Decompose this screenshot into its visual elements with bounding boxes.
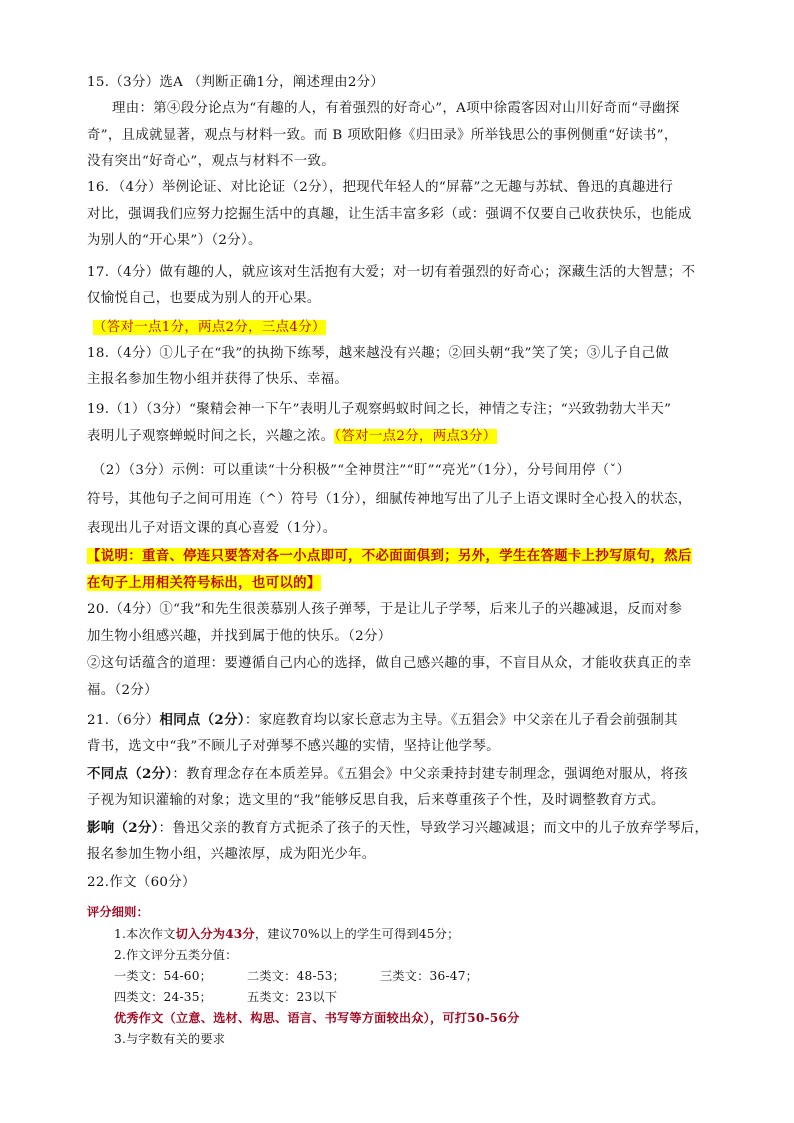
q17-scoring-note: （答对一点1分，两点2分，三点4分） xyxy=(93,320,326,335)
scoring-rules-heading: 评分细则： xyxy=(87,905,149,919)
rule-1-text-a: 1.本次作文 xyxy=(114,927,176,941)
grade-4: 四类文：24-35； xyxy=(114,990,213,1004)
q19-explanation-line-1: 【说明：重音、停连只要答对各一小点即可，不必面面俱到；另外，学生在答题卡上抄写原句，然后 xyxy=(87,548,692,564)
q21-impact-row xyxy=(87,818,708,839)
q19-1-line-1: 19.（1）（3分）“聚精会神一下午”表明儿子观察蚂蚁时间之长，神情之专注；“兴致勃勃大半天” xyxy=(87,402,672,417)
q21-difference-label: 不同点（2分） xyxy=(87,766,173,782)
q15-reason-line-2: 奇”，且成就显著，观点与材料一致。而 B 项欧阳修《归田录》所举钱思公的事例侧重“好读书”， xyxy=(87,128,678,143)
grade-row-1 xyxy=(114,966,478,986)
grade-2: 二类文：48-53； xyxy=(247,969,346,983)
rule-1-entry-score: 切入分为43分 xyxy=(175,927,255,941)
q16-line-2: 对比，强调我们应努力挖掘生活中的真趣，让生活丰富多彩（或：强调不仅要自己收获快乐，也能成 xyxy=(87,207,692,222)
q21-difference-text: ：教育理念存在本质差异。《五猖会》中父亲秉持封建专制理念，强调绝对服从，将孩 xyxy=(172,767,688,782)
q19-1-scoring-note: （答对一点2分，两点3分） xyxy=(334,429,497,444)
grade-row-2 xyxy=(114,987,337,1007)
q19-1-line-2: 表明儿子观察蝉蜕时间之长，兴趣之浓。 xyxy=(87,429,335,444)
q19-2-line-3: 表现出儿子对语文课的真心喜爱（1分）。 xyxy=(87,521,337,536)
q21-similarity-text: ：家庭教育均以家长意志为主导。《五猖会》中父亲在儿子看会前强制其 xyxy=(244,713,678,728)
q17-scoring-note-row xyxy=(93,318,326,338)
q18-line-1: 18.（4分）①儿子在“我”的执拗下练琴，越来越没有兴趣；②回头朝“我”笑了笑；③儿子自己做 xyxy=(87,346,670,361)
q20-line-4: 福。（2分） xyxy=(87,683,158,698)
q21-difference-line-2: 子视为知识灌输的对象；选文里的“我”能够反思自我，后来尊重孩子个性，及时调整教育方式。 xyxy=(87,793,665,808)
q21-similarity-label: 相同点（2分） xyxy=(159,712,245,728)
rule-1-row xyxy=(114,924,460,944)
rule-2: 2.作文评分五类分值： xyxy=(114,948,238,962)
q20-line-1: 20.（4分）①“我”和先生很羡慕别人孩子弹琴，于是让儿子学琴，后来儿子的兴趣减退，反而对参 xyxy=(87,602,683,617)
q16-line-3: 为别人的“开心果”）（2分）。 xyxy=(87,233,262,248)
grade-3: 三类文：36-47； xyxy=(380,969,479,983)
q19-explanation-row-1 xyxy=(87,546,692,567)
q19-2-line-1: （2）（3分）示例：可以重读“十分积极”“全神贯注”“盯”“亮光”（1分），分号间用停（ˇ） xyxy=(92,463,631,478)
grade-5: 五类文：23以下 xyxy=(247,990,338,1004)
q19-2-line-2: 符号，其他句子之间可用连（^）符号（1分），细腻传神地写出了儿子上语文课时全心投入的状态， xyxy=(87,492,692,507)
q17-line-1: 17.（4分）做有趣的人，就应该对生活抱有大爱；对一切有着强烈的好奇心；深藏生活的大智慧；不 xyxy=(87,265,696,280)
q21-impact-label: 影响（2分） xyxy=(87,820,159,836)
q21-difference-row xyxy=(87,764,688,785)
q21-similarity-line-2: 背书，选文中“我”不顾儿子对弹琴不感兴趣的实情，坚持让他学琴。 xyxy=(87,739,500,754)
q19-explanation-line-2: 在句子上用相关符号标出，也可以的】 xyxy=(87,575,321,591)
excellent-essay-note: 优秀作文（立意、选材、构思、语言、书写等方面较出众），可打50-56分 xyxy=(114,1011,520,1025)
rule-1-text-c: ，建议70%以上的学生可得到45分； xyxy=(254,927,460,941)
rule-3: 3.与字数有关的要求 xyxy=(114,1032,226,1046)
q15-answer: 15.（3分）选A （判断正确1分，阐述理由2分） xyxy=(87,75,385,90)
q19-1-line-2-row xyxy=(87,427,497,447)
q18-line-2: 主报名参加生物小组并获得了快乐、幸福。 xyxy=(87,372,349,387)
q17-line-2: 仅愉悦自己，也要成为别人的开心果。 xyxy=(87,291,321,306)
q15-reason-line-3: 没有突出“好奇心”，观点与材料不一致。 xyxy=(87,154,335,169)
q21-similarity-row xyxy=(87,710,678,731)
q21-number: 21.（6分） xyxy=(87,713,160,728)
q20-line-3: ②这句话蕴含的道理：要遵循自己内心的选择，做自己感兴趣的事，不盲目从众，才能收获真正的幸 xyxy=(87,656,692,671)
grade-1: 一类文：54-60； xyxy=(114,969,213,983)
q19-explanation-row-2 xyxy=(87,573,321,594)
q20-line-2: 加生物小组感兴趣，并找到属于他的快乐。（2分） xyxy=(87,629,392,644)
q22-title: 22.作文（60分） xyxy=(87,875,196,890)
q15-reason-line-1: 理由：第④段分论点为“有趣的人，有着强烈的好奇心”，A项中徐霞客因对山川好奇而“寻幽探 xyxy=(112,101,680,116)
q21-impact-text: ：鲁迅父亲的教育方式扼杀了孩子的天性，导致学习兴趣减退；而文中的儿子放弃学琴后， xyxy=(158,821,709,836)
q21-impact-line-2: 报名参加生物小组，兴趣浓厚，成为阳光少年。 xyxy=(87,847,376,862)
q16-line-1: 16．（4分）举例论证、对比论证（2分），把现代年轻人的“屏幕”之无趣与苏轼、鲁迅的真趣进行 xyxy=(87,180,674,195)
